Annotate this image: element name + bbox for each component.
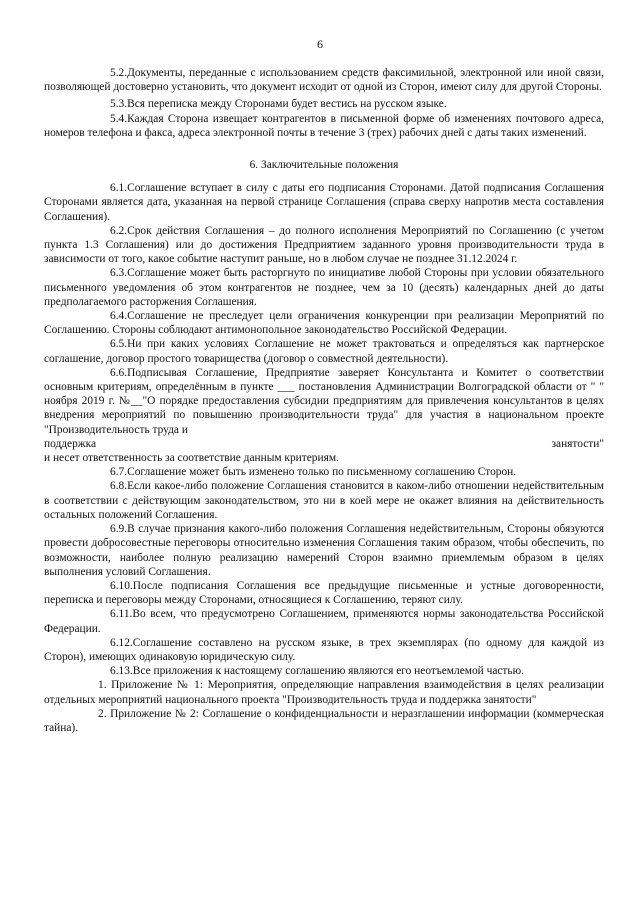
clause-6-10: 6.10.После подписания Соглашения все предыдущие письменные и устные договоренности, переписка и переговоры между Сторонами, относящиеся к Соглашению, теряют силу. — [44, 579, 604, 607]
clause-6-1: 6.1.Соглашение вступает в силу с даты его подписания Сторонами. Датой подписания Соглашения Сторонами является дата, указанная на первой странице Соглашения (справа сверху напротив места составления Соглашения). — [44, 182, 604, 223]
clause-6-12: 6.12.Соглашение составлено на русском языке, в трех экземплярах (по одному для каждой из Сторон), имеющих одинаковую юридическую силу. — [44, 636, 604, 663]
clause-6-6-split-right: занятости" — [551, 437, 604, 450]
clause-6-9: 6.9.В случае признания какого-либо положения Соглашения недействительным, Стороны обязуются провести добросовестные переговоры относительно изменения Соглашения таким образом, чтобы обеспечить, по возможности, наиболее полную реализацию намерений Сторон взаимно приемлемым образом в целях выполнения условий Соглашения. — [44, 523, 604, 578]
clause-6-11: 6.11.Во всем, что предусмотрено Соглашением, применяются нормы законодательства Российской Федерации. — [44, 608, 604, 635]
clause-6-6-line-split — [44, 437, 604, 451]
clause-6-6-split-left: поддержка — [44, 437, 97, 450]
appendix-2: 2. Приложение № 2: Соглашение о конфиденциальности и неразглашении информации (коммерческая тайна). — [44, 707, 604, 734]
clause-6-7: 6.7.Соглашение может быть изменено только по письменному соглашению Сторон. — [110, 466, 517, 479]
clause-6-2: 6.2.Срок действия Соглашения – до полного исполнения Мероприятий по Соглашению (с учетом пункта 1.3 Соглашения) или до достижения Предприятием заданного уровня производительности труда в зависимости от того, какое событие наступит раньше, но в любом случае не позднее 31.12.2024 г. — [44, 224, 604, 266]
clause-6-6: 6.6.Подписывая Соглашение, Предприятие заверяет Консультанта и Комитет о соответствии основным критериям, определённым в пункте ___ постановления Администрации Волгоградской области от " " ноября 2019 г. №__"О порядке предоставления субсидии предприятиям для привлечения консультантов в целях внедрения мероприятий по повышению производительности труда" для участия в национальном проекте "Производительность труда и — [44, 366, 604, 436]
appendix-1: 1. Приложение № 1: Мероприятия, определяющие направления взаимодействия в целях реализации отдельных мероприятий национального проекта "Производительность труда и поддержка занятости" — [44, 679, 604, 706]
clause-6-13: 6.13.Все приложения к настоящему соглашению являются его неотъемлемой частью. — [110, 665, 524, 678]
page-number: 6 — [317, 37, 323, 51]
clause-6-6-tail: и несет ответственность за соответствие данным критериям. — [44, 452, 339, 465]
clause-5-4: 5.4.Каждая Сторона извещает контрагентов в письменной форме об изменениях почтового адреса, номеров телефона и факса, адреса электронной почты в течение 3 (трех) рабочих дней с даты таких изменений. — [44, 112, 604, 139]
clause-6-8: 6.8.Если какое-либо положение Соглашения становится в каком-либо отношении недействительным в соответствии с действующим законодательством, это ни в коей мере не окажет влияния на действительность остальных положений Соглашения. — [44, 480, 604, 521]
clause-6-4: 6.4.Соглашение не преследует цели ограничения конкуренции при реализации Мероприятий по Соглашению. Стороны соблюдают антимонопольное законодательство Российской Федерации. — [44, 310, 604, 337]
clause-6-5: 6.5.Ни при каких условиях Соглашение не может трактоваться и определяться как партнерское соглашение, договор простого товарищества (договор о совместной деятельности). — [44, 338, 604, 365]
section-title: 6. Заключительные положения — [249, 159, 399, 172]
clause-5-2: 5.2.Документы, переданные с использованием средств факсимильной, электронной или иной связи, позволяющей достоверно установить, что документ исходит от одной из Сторон, имеют силу для другой Стороны. — [44, 67, 604, 94]
document-body — [44, 66, 604, 735]
clause-6-3: 6.3.Соглашение может быть расторгнуто по инициативе любой Стороны при условии обязательного письменного уведомления об этом контрагентов не позднее, чем за 10 (десять) календарных дней до даты предполагаемого расторжения Соглашения. — [44, 267, 604, 308]
clause-5-3: 5.3.Вся переписка между Сторонами будет вестись на русском языке. — [110, 98, 447, 111]
